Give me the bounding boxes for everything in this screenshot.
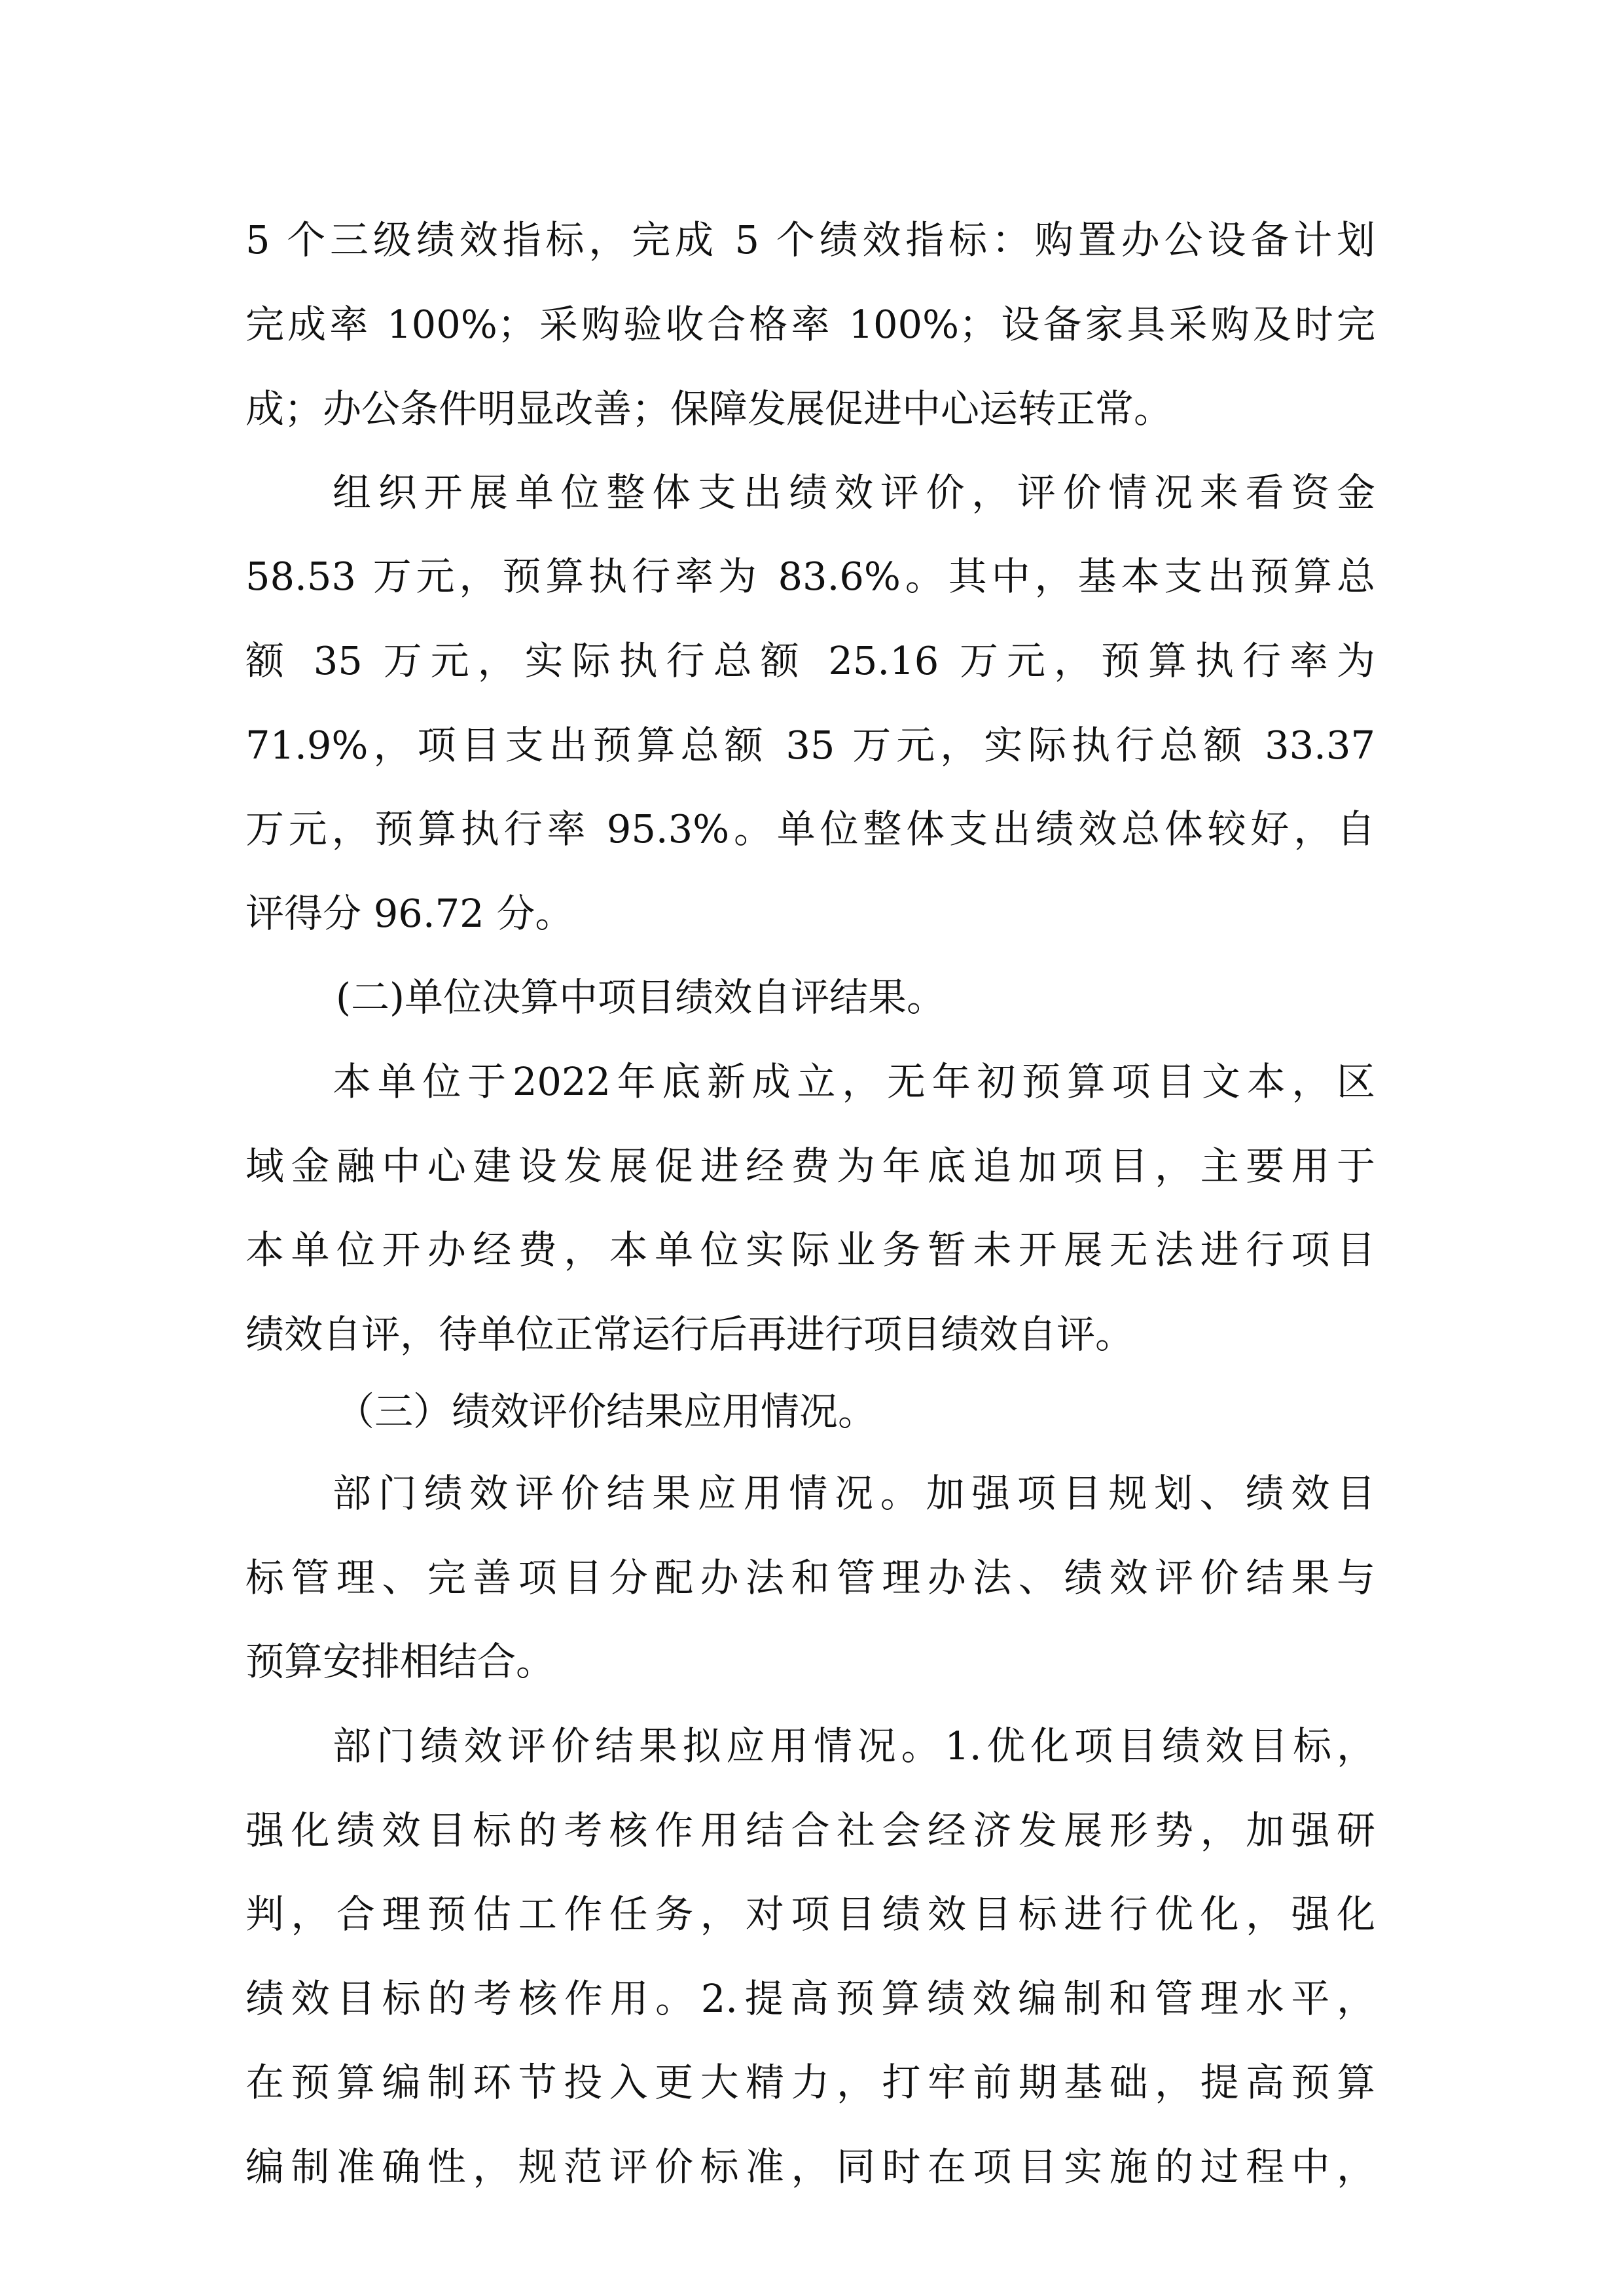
paragraph-line: 成；办公条件明显改善；保障发展促进中心运转正常。: [245, 386, 1173, 431]
paragraph-line: 本单位开办经费，本单位实际业务暂未开展无法进行项目: [245, 1227, 1375, 1272]
paragraph-line: 58.53 万元，预算执行率为 83.6%。其中，基本支出预算总: [245, 554, 1375, 599]
section-heading: (二)单位决算中项目绩效自评结果。: [336, 975, 946, 1020]
paragraph-line: 部门绩效评价结果应用情况。加强项目规划、绩效目: [333, 1471, 1375, 1516]
paragraph-line: 绩效自评，待单位正常运行后再进行项目绩效自评。: [245, 1312, 1134, 1357]
paragraph-line: 预算安排相结合。: [245, 1639, 555, 1684]
section-heading: （三）绩效评价结果应用情况。: [336, 1389, 877, 1434]
paragraph-line: 编制准确性，规范评价标准，同时在项目实施的过程中，: [245, 2144, 1375, 2189]
paragraph-line: 组织开展单位整体支出绩效评价，评价情况来看资金: [333, 470, 1375, 515]
paragraph-line: 部门绩效评价结果拟应用情况。1.优化项目绩效目标，: [333, 1723, 1375, 1768]
paragraph-line: 绩效目标的考核作用。2.提高预算绩效编制和管理水平，: [245, 1976, 1375, 2021]
paragraph-line: 判，合理预估工作任务，对项目绩效目标进行优化，强化: [245, 1892, 1375, 1937]
paragraph-line: 71.9%，项目支出预算总额 35 万元，实际执行总额 33.37: [245, 723, 1375, 768]
paragraph-line: 5 个三级绩效指标，完成 5 个绩效指标：购置办公设备计划: [245, 217, 1375, 262]
paragraph-line: 域金融中心建设发展促进经费为年底追加项目，主要用于: [245, 1143, 1375, 1189]
paragraph-line: 本单位于2022年底新成立，无年初预算项目文本，区: [333, 1059, 1375, 1104]
paragraph-line: 标管理、完善项目分配办法和管理办法、绩效评价结果与: [245, 1555, 1375, 1600]
paragraph-line: 完成率 100%；采购验收合格率 100%；设备家具采购及时完: [245, 302, 1375, 347]
paragraph-line: 额 35 万元，实际执行总额 25.16 万元，预算执行率为: [245, 638, 1375, 683]
paragraph-line: 在预算编制环节投入更大精力，打牢前期基础，提高预算: [245, 2060, 1375, 2105]
paragraph-line: 强化绩效目标的考核作用结合社会经济发展形势，加强研: [245, 1808, 1375, 1853]
paragraph-line: 万元，预算执行率 95.3%。单位整体支出绩效总体较好，自: [245, 806, 1375, 852]
paragraph-line: 评得分 96.72 分。: [245, 891, 574, 936]
